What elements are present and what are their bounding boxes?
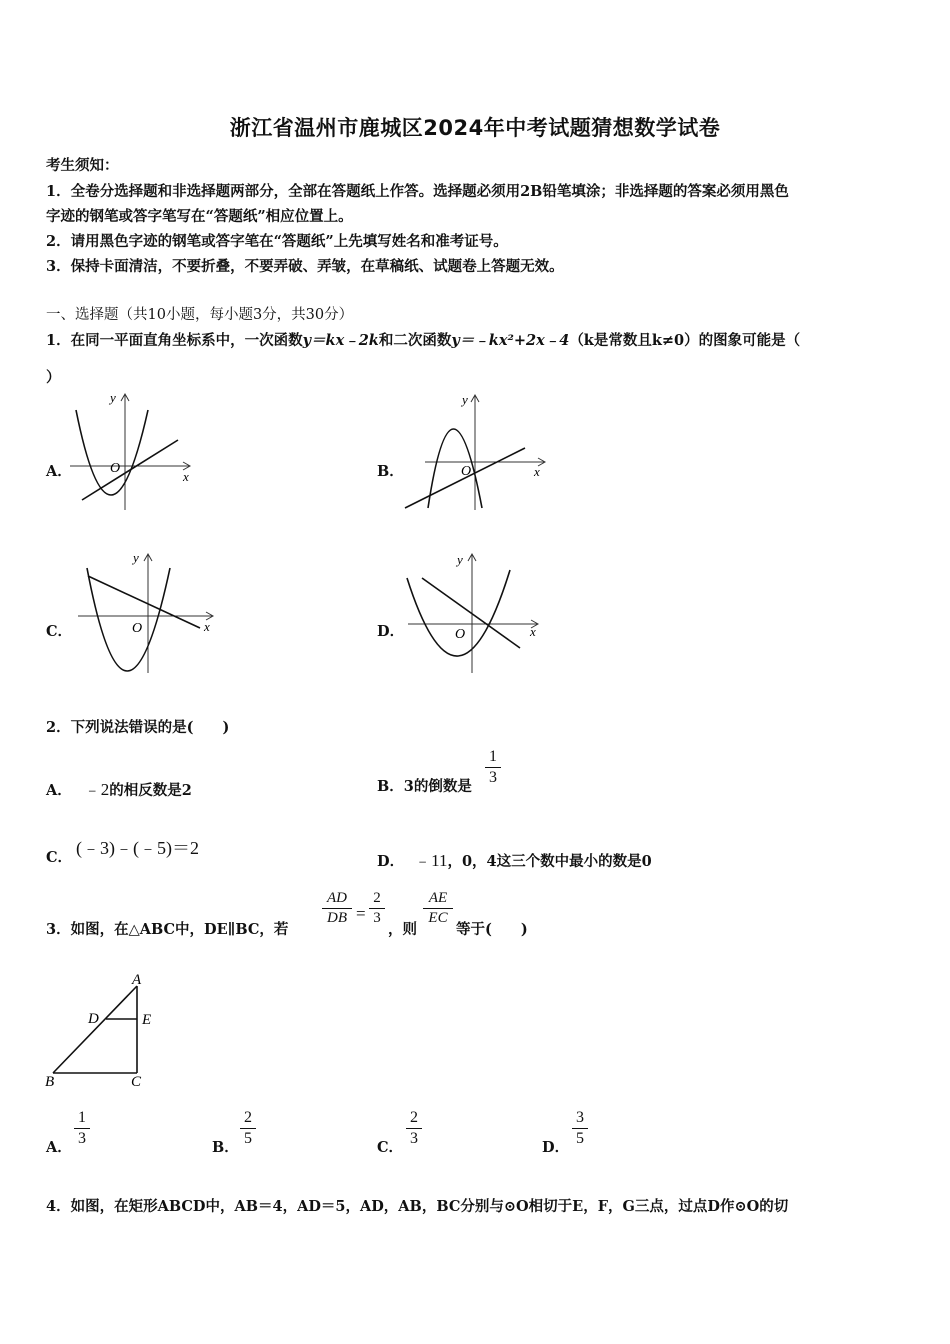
fraction-numerator: 3 <box>576 1109 584 1126</box>
q1-stem-part3: （k是常数且k≠0）的图象可能是（ <box>569 332 801 349</box>
vertex-label-e: E <box>142 1012 152 1028</box>
section-heading: 一、选择题（共10小题，每小题3分，共30分） <box>46 307 354 323</box>
q3-fraction-ad-db <box>322 890 352 927</box>
q2-stem: 2．下列说法错误的是( ) <box>46 719 230 736</box>
q3-stem-part1: 3．如图，在△ABC中，DE∥BC，若 <box>46 921 289 938</box>
fraction-denominator: 3 <box>78 1130 86 1147</box>
parabola <box>428 429 482 508</box>
fraction-denominator: 3 <box>373 910 381 926</box>
origin-label: O <box>461 464 472 479</box>
origin-label: O <box>110 461 121 476</box>
fraction-denominator: 3 <box>489 769 497 786</box>
q3-option-c-label[interactable]: C． <box>377 1139 404 1156</box>
q3-option-c-fraction[interactable] <box>406 1109 422 1148</box>
fraction-numerator: AE <box>428 890 448 906</box>
parabola <box>76 410 148 495</box>
fraction-bar <box>240 1128 256 1129</box>
parabola <box>87 568 170 671</box>
vertex-label-a: A <box>132 972 142 988</box>
q2-option-a-text: 的相反数是2 <box>109 782 192 799</box>
q2-option-d-math: ﹣11 <box>414 851 448 870</box>
q1-stem-part2: 和二次函数 <box>378 332 452 349</box>
y-axis-label: y <box>133 550 139 565</box>
notice-item-3: 3．保持卡面清洁，不要折叠，不要弄破、弄皱，在草稿纸、试题卷上答题无效。 <box>46 258 564 275</box>
fraction-bar <box>74 1128 90 1129</box>
fraction-numerator: AD <box>327 890 347 906</box>
fraction-denominator: 5 <box>576 1130 584 1147</box>
q2-option-d-label: D． <box>377 853 405 870</box>
q2-option-c-label[interactable]: C． <box>46 849 73 866</box>
fraction-bar <box>423 908 453 909</box>
side-ab <box>53 986 137 1073</box>
q2-option-a-math: ﹣2 <box>83 780 110 799</box>
q2-option-b-label: B． <box>377 778 404 795</box>
fraction-numerator: 2 <box>373 890 381 906</box>
q1-linear-expr: y＝kx﹣2k <box>302 332 379 349</box>
x-axis-label: x <box>534 464 540 479</box>
x-axis-label: x <box>204 619 210 634</box>
q3-option-b-fraction[interactable] <box>240 1109 256 1148</box>
fraction-denominator: EC <box>428 910 448 926</box>
line <box>422 578 520 648</box>
q3-option-a-fraction[interactable] <box>74 1109 90 1148</box>
y-axis-label: y <box>457 552 463 567</box>
q3-stem-part3: 等于( ) <box>456 921 528 938</box>
q2-option-d[interactable] <box>377 846 652 871</box>
q2-option-b-fraction <box>485 748 501 787</box>
q3-option-b-label[interactable]: B． <box>212 1139 239 1156</box>
q2-option-c-math: (﹣3)﹣(﹣5)＝2 <box>76 838 199 858</box>
q2-option-a[interactable] <box>46 775 192 800</box>
q3-fraction-2-3 <box>369 890 385 927</box>
q1-graph-b[interactable] <box>400 390 550 515</box>
q3-equals: = <box>356 904 366 923</box>
q2-option-b-text: 3的倒数是 <box>403 778 472 795</box>
q1-stem-cont: ） <box>46 369 61 386</box>
q1-stem <box>46 329 800 350</box>
vertex-label-c: C <box>131 1074 142 1090</box>
fraction-denominator: DB <box>327 910 347 926</box>
fraction-bar <box>322 908 352 909</box>
page-title: 浙江省温州市鹿城区2024年中考试题猜想数学试卷 <box>229 116 721 140</box>
fraction-numerator: 2 <box>244 1109 252 1126</box>
vertex-label-d: D <box>88 1011 99 1027</box>
notice-heading: 考生须知： <box>46 157 119 174</box>
q4-stem: 4．如图，在矩形ABCD中，AB＝4，AD＝5，AD，AB，BC分别与⊙O相切于E，F，G三点，过点D作⊙O的切 <box>46 1198 789 1215</box>
q3-option-d-label[interactable]: D． <box>542 1139 570 1156</box>
fraction-bar <box>572 1128 588 1129</box>
fraction-numerator: 2 <box>410 1109 418 1126</box>
q2-option-b[interactable] <box>377 775 472 796</box>
line <box>82 440 178 500</box>
origin-label: O <box>132 621 143 636</box>
q3-option-a-label[interactable]: A． <box>46 1139 72 1156</box>
q1-option-d-label[interactable]: D． <box>377 623 405 640</box>
q1-option-b-label[interactable]: B． <box>377 463 404 480</box>
q1-graph-a[interactable] <box>70 390 200 515</box>
origin-label: O <box>455 627 466 642</box>
q3-triangle-figure <box>40 965 170 1095</box>
x-axis-label: x <box>183 469 189 484</box>
parabola <box>407 570 510 656</box>
q1-option-a-label[interactable]: A． <box>46 463 72 480</box>
q3-fraction-ae-ec <box>423 890 453 927</box>
line <box>88 576 200 628</box>
q2-option-d-text: ，0，4这三个数中最小的数是0 <box>447 853 652 870</box>
fraction-bar <box>369 908 385 909</box>
notice-item-2: 2．请用黑色字迹的钢笔或答字笔在“答题纸”上先填写姓名和准考证号。 <box>46 233 508 250</box>
q1-graph-c[interactable] <box>70 548 220 678</box>
y-axis-label: y <box>110 390 116 405</box>
fraction-denominator: 3 <box>410 1130 418 1147</box>
notice-item-1-cont: 字迹的钢笔或答字笔写在“答题纸”相应位置上。 <box>46 208 353 225</box>
q1-stem-part1: 1．在同一平面直角坐标系中，一次函数 <box>46 332 303 349</box>
vertex-label-b: B <box>45 1074 55 1090</box>
q2-option-a-label: A． <box>46 782 72 799</box>
notice-item-1: 1．全卷分选择题和非选择题两部分，全部在答题纸上作答。选择题必须用2B铅笔填涂；非选择题的答案必须用黑色 <box>46 183 789 200</box>
fraction-bar <box>485 767 501 768</box>
fraction-numerator: 1 <box>78 1109 86 1126</box>
x-axis-label: x <box>530 624 536 639</box>
fraction-numerator: 1 <box>489 748 497 765</box>
q1-graph-d[interactable] <box>400 548 550 678</box>
fraction-denominator: 5 <box>244 1130 252 1147</box>
q1-quadratic-expr: y＝﹣kx²+2x﹣4 <box>451 332 570 349</box>
q3-option-d-fraction[interactable] <box>572 1109 588 1148</box>
fraction-bar <box>406 1128 422 1129</box>
line <box>405 448 525 508</box>
y-axis-label: y <box>462 392 468 407</box>
q1-option-c-label[interactable]: C． <box>46 623 73 640</box>
q3-stem-part2: ，则 <box>388 921 417 938</box>
